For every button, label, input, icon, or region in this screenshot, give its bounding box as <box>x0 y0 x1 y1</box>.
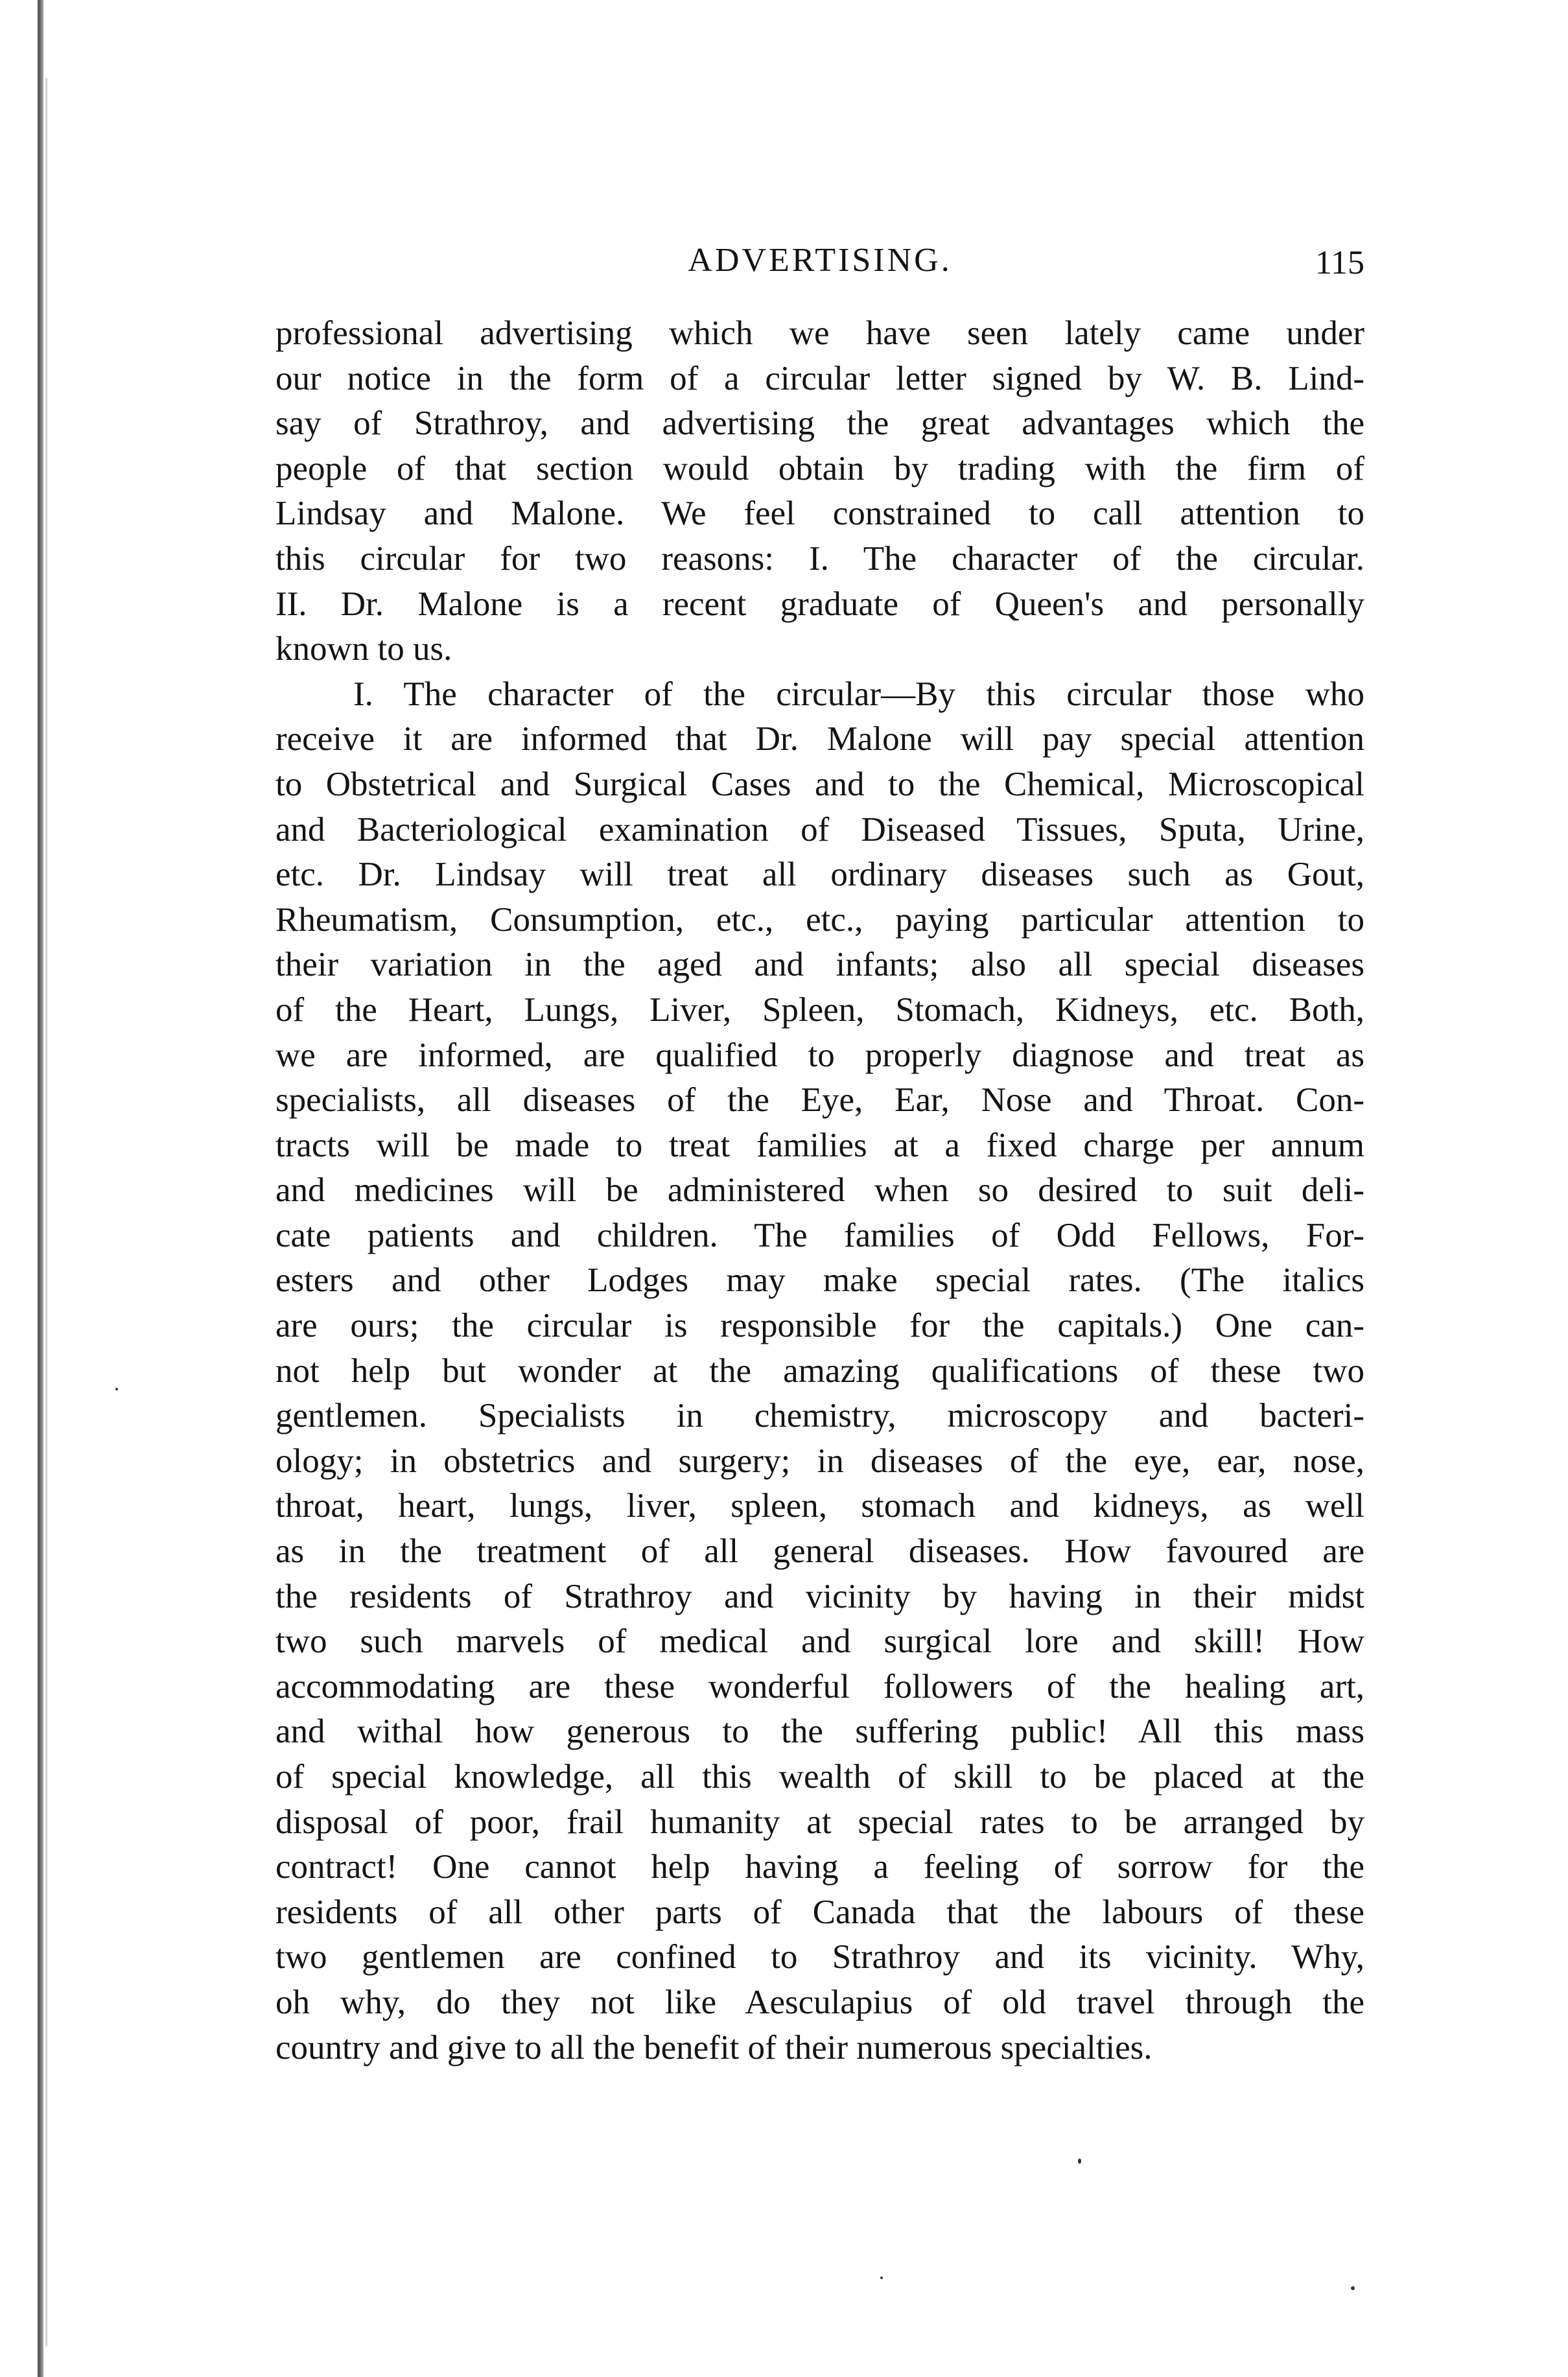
text-line: disposal of poor, frail humanity at special rates to be arranged by <box>275 1803 1364 1841</box>
scan-speck <box>880 2277 883 2279</box>
text-line: and Bacteriological examination of Diseased Tissues, Sputa, Urine, <box>275 810 1364 849</box>
text-line: this circular for two reasons: I. The character of the circular. <box>275 539 1364 578</box>
text-line: and withal how generous to the suffering public! All this mass <box>275 1713 1364 1751</box>
text-line: contract! One cannot help having a feeling of sorrow for the <box>275 1848 1364 1886</box>
text-line: professional advertising which we have seen lately came under <box>275 314 1364 352</box>
text-line: known to us. <box>275 630 452 668</box>
page-number: 115 <box>1315 244 1364 281</box>
text-line: two gentlemen are confined to Strathroy and its vicinity. Why, <box>275 1938 1364 1976</box>
text-line: tracts will be made to treat families at a fixed charge per annum <box>275 1126 1364 1164</box>
text-line: our notice in the form of a circular letter signed by W. B. Lind- <box>275 359 1364 397</box>
text-line: of special knowledge, all this wealth of skill to be placed at the <box>275 1758 1364 1796</box>
text-line: their variation in the aged and infants; also all special diseases <box>275 946 1364 984</box>
text-line: as in the treatment of all general diseases. How favoured are <box>275 1532 1364 1571</box>
text-line: Lindsay and Malone. We feel constrained to call attention to <box>275 495 1364 533</box>
scan-speck <box>1351 2286 1355 2290</box>
text-line: Rheumatism, Consumption, etc., etc., paying particular attention to <box>275 900 1364 939</box>
text-line: I. The character of the circular—By this circular those who <box>353 675 1364 713</box>
text-line: say of Strathroy, and advertising the great advantages which the <box>275 404 1364 443</box>
text-line: residents of all other parts of Canada that the labours of these <box>275 1893 1364 1931</box>
text-line: specialists, all diseases of the Eye, Ear, Nose and Throat. Con- <box>275 1081 1364 1119</box>
text-line: to Obstetrical and Surgical Cases and to the Chemical, Microscopical <box>275 765 1364 803</box>
text-line: of the Heart, Lungs, Liver, Spleen, Stomach, Kidneys, etc. Both, <box>275 990 1364 1029</box>
text-line: II. Dr. Malone is a recent graduate of Queen's and personally <box>275 585 1364 623</box>
text-line: ology; in obstetrics and surgery; in diseases of the eye, ear, nose, <box>275 1442 1364 1480</box>
text-line: people of that section would obtain by trading with the firm of <box>275 449 1364 487</box>
running-header <box>275 241 1364 287</box>
text-line: etc. Dr. Lindsay will treat all ordinary diseases such as Gout, <box>275 856 1364 894</box>
scan-speck <box>115 1388 118 1390</box>
text-line: the residents of Strathroy and vicinity by having in their midst <box>275 1577 1364 1615</box>
text-line: we are informed, are qualified to properly diagnose and treat as <box>275 1036 1364 1074</box>
text-line: receive it are informed that Dr. Malone will pay special attention <box>275 720 1364 758</box>
text-line: are ours; the circular is responsible for the capitals.) One can- <box>275 1307 1364 1345</box>
text-line: oh why, do they not like Aesculapius of old travel through the <box>275 1983 1364 2021</box>
text-line: accommodating are these wonderful followers of the healing art, <box>275 1667 1364 1705</box>
running-title: ADVERTISING. <box>688 242 952 279</box>
text-line: gentlemen. Specialists in chemistry, microscopy and bacteri- <box>275 1397 1364 1435</box>
text-line: two such marvels of medical and surgical lore and skill! How <box>275 1622 1364 1661</box>
text-line: esters and other Lodges may make special rates. (The italics <box>275 1261 1364 1300</box>
text-line: not help but wonder at the amazing qualifications of these two <box>275 1352 1364 1390</box>
page-binding-edge <box>38 0 43 2377</box>
scan-speck <box>1078 2159 1081 2164</box>
body-text <box>275 311 1364 2070</box>
text-line: throat, heart, lungs, liver, spleen, stomach and kidneys, as well <box>275 1487 1364 1525</box>
page-binding-shadow <box>45 78 47 2347</box>
text-line: and medicines will be administered when so desired to suit deli- <box>275 1171 1364 1210</box>
text-line: cate patients and children. The families of Odd Fellows, For- <box>275 1216 1364 1254</box>
text-line: country and give to all the benefit of their numerous specialties. <box>275 2028 1153 2067</box>
